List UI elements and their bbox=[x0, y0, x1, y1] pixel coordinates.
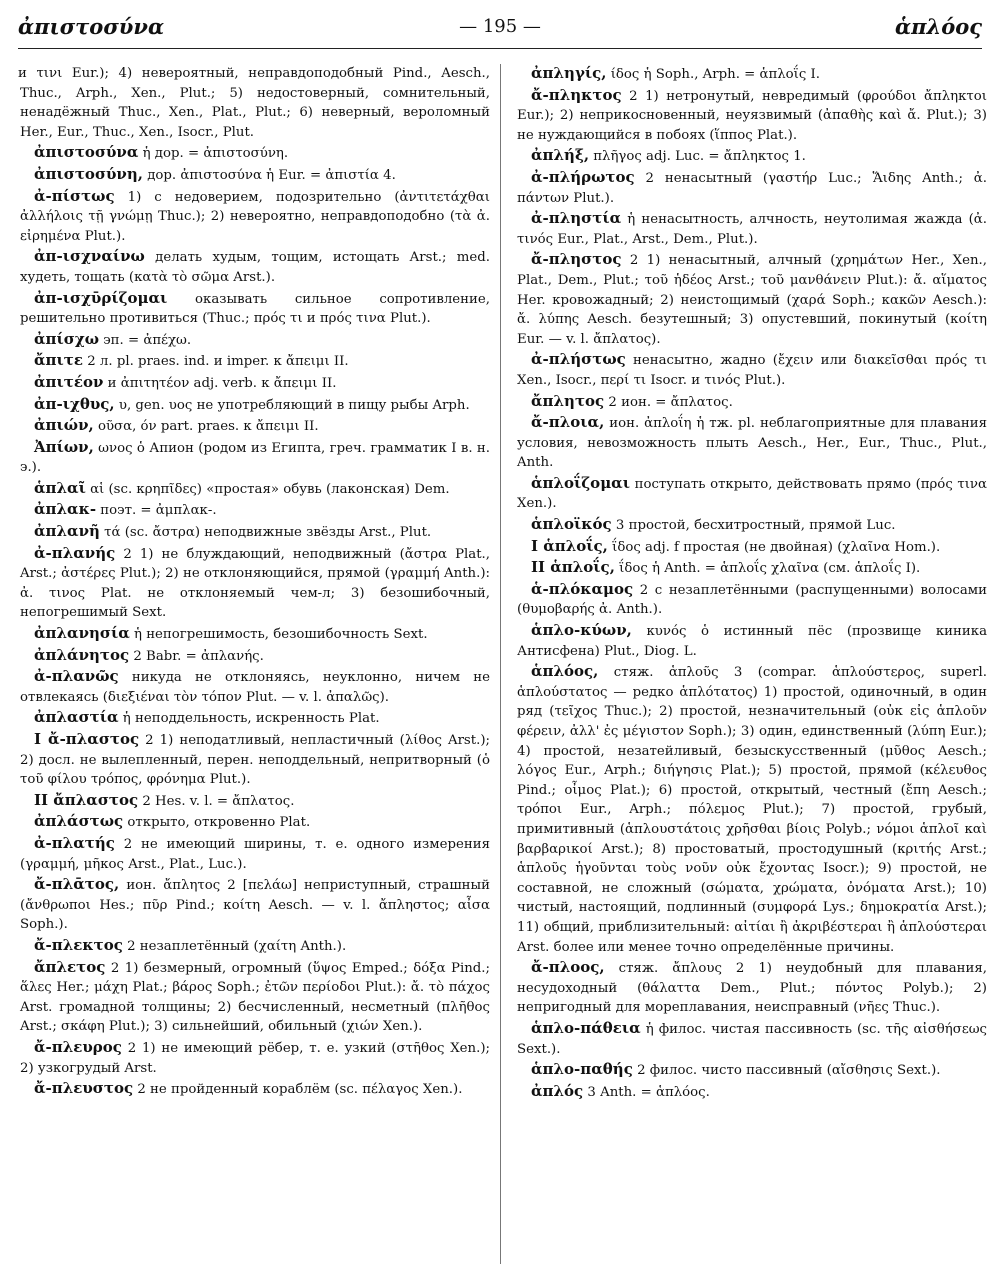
dictionary-entry bbox=[20, 812, 490, 833]
dictionary-entry bbox=[20, 875, 490, 935]
dictionary-entry bbox=[20, 667, 490, 707]
entry-definition: ἡ дор. = ἀπιστοσύνη. bbox=[142, 146, 289, 162]
entry-definition: ΐδος ἡ Anth. = ἁπλοΐς χλαῖνα (см. ἁπλοΐς I). bbox=[619, 561, 921, 577]
dictionary-entry bbox=[517, 1060, 987, 1081]
entry-headword: ἀπλανησία bbox=[34, 624, 130, 643]
entry-headword: ἀπίσχω bbox=[34, 329, 99, 348]
entry-definition: дор. ἀπιστοσύνα ἡ Eur. = ἀπιστία 4. bbox=[147, 167, 396, 183]
right-column bbox=[517, 64, 987, 1103]
entry-definition: 2 ион. = ἄπλατος. bbox=[608, 394, 733, 410]
entry-headword: ἁπλοΐζομαι bbox=[531, 473, 630, 492]
dictionary-entry bbox=[517, 146, 987, 167]
dictionary-entry bbox=[20, 165, 490, 186]
entry-headword: ἀ-πίστως bbox=[34, 186, 115, 205]
entry-headword: ἁπλο-πάθεια bbox=[531, 1018, 641, 1037]
dictionary-entry bbox=[517, 64, 987, 85]
page-number: — 195 — bbox=[459, 16, 541, 37]
column-divider bbox=[500, 64, 501, 1264]
dictionary-entry bbox=[20, 834, 490, 874]
dictionary-entry bbox=[20, 708, 490, 729]
entry-definition: открыто, откровенно Plat. bbox=[127, 815, 311, 831]
entry-headword: ἀ-πλατής bbox=[34, 833, 115, 852]
entry-definition: 3 Anth. = ἁπλόος. bbox=[587, 1084, 710, 1100]
entry-headword: ἀπλακ- bbox=[34, 500, 97, 519]
entry-headword: ἀ-πλανής bbox=[34, 543, 116, 562]
entry-headword: ἀπιστοσύνα bbox=[34, 143, 139, 162]
dictionary-entry bbox=[517, 958, 987, 1018]
entry-definition: ἡ неподдельность, искренность Plat. bbox=[122, 711, 380, 727]
entry-definition: 2 не имеющий ширины, т. е. одного измерения (γραμμή, μῆκος Arst., Plat., Luc.). bbox=[20, 836, 490, 872]
entry-definition: 2 с незаплетёнными (распущенными) волосами (θυμοβαρής ἀ. Anth.). bbox=[517, 582, 987, 618]
entry-headword: ἄ-πληστος bbox=[531, 250, 622, 269]
entry-definition: ион. ἄπλητος 2 [πελάω] неприступный, страшный (ἄνθρωποι Hes.; πῦρ Pind.; κοίτη Aesch. — v. l. ἄπληστος; αἶσα Soph.). bbox=[20, 878, 490, 933]
header-right-word: ἁπλόος bbox=[894, 14, 982, 39]
entry-definition: τά (sc. ἄστρα) неподвижные звёзды Arst., Plut. bbox=[104, 525, 432, 541]
entry-headword: ἀπ-ιχθυς, bbox=[34, 394, 115, 413]
entry-definition: 2 Hes. v. l. = ἄπλατος. bbox=[142, 793, 295, 809]
left-column bbox=[20, 64, 490, 1101]
entry-headword: ἀπλαστία bbox=[34, 708, 119, 727]
entry-headword: I ἄ-πλαστος bbox=[34, 730, 140, 748]
entry-definition: 2 1) не имеющий рёбер, т. е. узкий (στῆθος Xen.); 2) узкогрудый Arst. bbox=[20, 1040, 490, 1076]
entry-headword: ἄπλετος bbox=[34, 957, 106, 976]
dictionary-entry bbox=[20, 958, 490, 1037]
entry-headword: ἀπ-ισχῡρίζομαι bbox=[34, 288, 168, 307]
entry-definition: 2 1) неподатливый, непластичный (λίθος Arst.); 2) досл. не вылепленный, перен. неподдельный, непритворный (ὁ τοῦ φίλου τρόπος, φρόνημα Plut.). bbox=[20, 733, 490, 788]
entry-headword: ἀ-πληστία bbox=[531, 209, 622, 228]
entry-headword: ἀπλανῆ bbox=[34, 522, 100, 541]
entry-definition: стяж. ἁπλοῦς 3 (compar. ἁπλούστερος, superl. ἁπλούστατος — редко ἁπλότατος) 1) простой, одиночный, в один ряд (τεῖχος Thuc.); 2) простой, незначительный (οὐκ εἰς ἁπλοῦν φέρειν, ἀλλ' ἐς μέγιστον Soph.); 3) один, единственный (λύπη Eur.); 4) простой, незатейливый, безыскусственный (μῦθος Aesch.; λόγος Eur., Arph.; διήγησις Plat.); 5) простой, прямой (κέλευθος Pind.; οἶμος Plat.); 6) простой, открытый, честный (ἔπη Aesch.; τρόποι Eur., Arph.; πόλεμος Plut.); 7) простой, грубый, примитивный (ἁπλουστάτοις χρῆσθαι βίοις Polyb.; νόμοι ἁπλοῖ καὶ βαρβαρικοί Arst.); 8) простоватый, простодушный (κριτής Arst.; ἁπλοῦς ἡγοῦνται τοὺς νοῦν οὐκ ἔχοντας Isocr.); 9) простой, не составной, не сложный (σώματα, χρώματα, ὀνόματα Arst.); 10) чистый, настоящий, подлинный (συμφορά Lys.; δημοκρατία Arst.); 11) общий, приблизительный: αἰτίαι ἢ ἀκριβέστεραι ἢ ἁπλούστεραι Arst. более или менее точно определённые причины. bbox=[517, 665, 987, 955]
entry-headword: ἁπλαῖ bbox=[34, 478, 86, 497]
entry-headword: II ἁπλοΐς, bbox=[531, 558, 615, 577]
entry-headword: ἄ-πληκτος bbox=[531, 85, 622, 104]
entry-headword: ἄ-πλᾱτος, bbox=[34, 875, 120, 894]
entry-definition: и τινι Eur.); 4) невероятный, неправдоподобный Pind., Aesch., Thuc., Arph., Xen., Plut.; 5) недостоверный, сомнительный, ненадёжный Thuc., Xen., Plat., Plut.; 6) неверный, вероломный Her., Eur., Thuc., Xen., Isocr., Plut. bbox=[18, 66, 490, 140]
entry-definition: 2 не пройденный кораблём (sc. πέλαγος Xen.). bbox=[137, 1082, 463, 1098]
dictionary-entry bbox=[20, 624, 490, 645]
entry-definition: κυνός ὁ истинный пёс (прозвище киника Антисфена) Plut., Diog. L. bbox=[517, 624, 987, 659]
entry-headword: II ἄπλαστος bbox=[34, 790, 139, 809]
dictionary-entry bbox=[20, 1079, 490, 1100]
entry-definition: 2 1) не блуждающий, неподвижный (ἄστρα Plat., Arst.; ἀστέρες Plut.); 2) не отклоняющийся, прямой (γραμμή Anth.): ἀ. τινος Plat. не отклоняемый чем-л; 3) безошибочный, непогрешимый Sext. bbox=[20, 546, 490, 621]
entry-definition: ион. ἀπλοΐη ἡ тж. pl. неблагоприятные для плавания условия, невозможность плыть Aesch., Her., Eur., Thuc., Plut., Anth. bbox=[517, 416, 987, 471]
dictionary-entry bbox=[20, 395, 490, 416]
page-header bbox=[18, 14, 982, 44]
dictionary-entry bbox=[517, 1019, 987, 1059]
entry-headword: ἄ-πλευρος bbox=[34, 1037, 122, 1056]
entry-headword: ἀπλός bbox=[531, 1081, 584, 1100]
dictionary-entry bbox=[517, 209, 987, 249]
header-rule bbox=[18, 48, 982, 49]
entry-definition: 2 1) ненасытный, алчный (χρημάτων Her., Xen., Plat., Dem., Plut.; τοῦ ἡδέος Arst.; τοῦ μανθάνειν Plut.): ἄ. αἵματος Her. кровожадный; 2) неистощимый (χαρά Soph.; κακῶν Aesch.): ἄ. λύπης Aesch. безутешный; 3) опустевший, покинутый (κοίτη Eur. — v. l. ἄπλατος). bbox=[517, 253, 987, 347]
dictionary-entry bbox=[517, 474, 987, 514]
entry-headword: ἀ-πλήστως bbox=[531, 350, 626, 369]
dictionary-entry bbox=[517, 662, 987, 957]
entry-definition: ненасытно, жадно (ἔχειν или διακεῖσθαι πρός τι Xen., Isocr., περί τι Isocr. и τινός Plut.). bbox=[517, 353, 987, 388]
dictionary-entry bbox=[20, 64, 490, 142]
dictionary-entry bbox=[517, 168, 987, 208]
entry-definition: πλῆγος adj. Luc. = ἄπληκτος 1. bbox=[593, 149, 806, 165]
dictionary-entry bbox=[20, 416, 490, 437]
dictionary-entry bbox=[20, 289, 490, 329]
entry-definition: ωνος ὁ Апион (родом из Египта, греч. грамматик I в. н. э.). bbox=[20, 440, 490, 476]
dictionary-entry bbox=[20, 500, 490, 521]
entry-definition: ἡ филос. чистая пассивность (sc. τῆς αἰσθήσεως Sext.). bbox=[517, 1021, 988, 1057]
entry-definition: υ, gen. υος не употребляющий в пищу рыбы Arph. bbox=[118, 397, 470, 413]
dictionary-entry bbox=[20, 730, 490, 790]
dictionary-entry bbox=[20, 351, 490, 372]
header-left-word: ἀπιστοσύνα bbox=[18, 14, 165, 39]
entry-headword: ἀπιστοσύνη, bbox=[34, 164, 143, 183]
entry-definition: 2 незаплетённый (χαίτη Anth.). bbox=[127, 938, 347, 954]
entry-headword: ἄ-πλοια, bbox=[531, 413, 605, 432]
entry-headword: ἀ-πλήρωτος bbox=[531, 167, 635, 186]
entry-headword: ἀπ-ισχναίνω bbox=[34, 247, 145, 266]
dictionary-entry bbox=[517, 621, 987, 661]
entry-definition: никуда не отклоняясь, неуклонно, ничем не отвлекаясь (διεξιέναι τὸν τόπον Plut. — v. l. ἀπαλῶς). bbox=[20, 670, 491, 705]
entry-definition: οῦσα, όν part. praes. к ἄπειμι II. bbox=[97, 419, 319, 435]
dictionary-entry bbox=[517, 537, 987, 558]
entry-definition: поступать открыто, действовать прямо (πρός τινα Xen.). bbox=[517, 476, 987, 512]
dictionary-entry bbox=[20, 143, 490, 164]
entry-definition: αἱ (sc. κρηπῖδες) «простая» обувь (лаконская) Dem. bbox=[90, 481, 450, 497]
dictionary-entry bbox=[517, 580, 987, 620]
dictionary-entry bbox=[517, 413, 987, 473]
dictionary-entry bbox=[20, 373, 490, 394]
dictionary-entry bbox=[20, 1038, 490, 1078]
entry-definition: 1) с недоверием, подозрительно (ἀντιτετάχθαι ἀλλήλοις τῇ γνώμῃ Thuc.); 2) невероятно, неправдоподобно (τὰ ἀ. εἰρημένα Plut.). bbox=[20, 189, 490, 244]
dictionary-entry bbox=[20, 479, 490, 500]
entry-headword: ἀπιτέον bbox=[34, 372, 104, 391]
entry-definition: стяж. ἄπλους 2 1) неудобный для плавания, несудоходный (θάλαττα Dem., Plut.; πόντος Polyb.); 2) непригодный для мореплавания, неисправный (νῆες Thuc.). bbox=[517, 961, 987, 1016]
entry-definition: 2 1) безмерный, огромный (ὕψος Emped.; δόξα Pind.; ἅλες Her.; μάχη Plat.; βάρος Soph.; ἐτῶν περίοδοι Plut.): ἄ. τὸ πάχος Arst. громадной толщины; 2) бесчисленный, несметный (πλῆθος Arst.; σκάφη Plut.); 3) сильнейший, обильный (χιών Xen.). bbox=[20, 960, 490, 1035]
entry-headword: ἀπληγίς, bbox=[531, 64, 607, 82]
entry-headword: I ἁπλοΐς, bbox=[531, 536, 608, 555]
entry-definition: ίδος ἡ Soph., Arph. = ἁπλοΐς I. bbox=[610, 67, 821, 82]
entry-headword: ἄπλητος bbox=[531, 391, 605, 410]
entry-headword: ἁ-πλόκαμος bbox=[531, 579, 634, 598]
entry-definition: 2 филос. чисто пассивный (αἴσθησις Sext.). bbox=[637, 1063, 941, 1079]
entry-definition: делать худым, тощим, истощать Arst.; med. худеть, тощать (κατὰ τὸ σῶμα Arst.). bbox=[20, 250, 490, 285]
entry-headword: ἁπλόος, bbox=[531, 662, 599, 681]
entry-definition: поэт. = ἀμπλακ-. bbox=[100, 503, 217, 519]
entry-headword: ἄ-πλοος, bbox=[531, 958, 605, 977]
dictionary-entry bbox=[517, 250, 987, 349]
entry-headword: ἁπλοϊκός bbox=[531, 515, 612, 534]
entry-headword: ἀπλάνητος bbox=[34, 645, 130, 664]
entry-headword: ἀπιών, bbox=[34, 416, 94, 435]
entry-headword: Ἀπίων, bbox=[34, 437, 94, 456]
dictionary-entry bbox=[517, 350, 987, 390]
dictionary-entry bbox=[517, 86, 987, 146]
entry-definition: 2 л. pl. praes. ind. и imper. к ἄπειμι II. bbox=[87, 354, 349, 370]
entry-definition: 2 Babr. = ἀπλανής. bbox=[133, 648, 264, 664]
entry-headword: ἀπλήξ, bbox=[531, 146, 590, 165]
entry-definition: и ἀπιτητέον adj. verb. к ἄπειμι II. bbox=[107, 375, 337, 391]
entry-definition: оказывать сильное сопротивление, решительно противиться (Thuc.; πρός τι и πρός τινα Plut.). bbox=[20, 291, 490, 327]
dictionary-entry bbox=[517, 515, 987, 536]
entry-definition: ΐδος adj. f простая (не двойная) (χλαῖνα Hom.). bbox=[612, 539, 941, 555]
dictionary-entry bbox=[20, 330, 490, 351]
dictionary-entry bbox=[20, 646, 490, 667]
dictionary-entry bbox=[20, 187, 490, 247]
entry-definition: 2 ненасытный (γαστήρ Luc.; Ἅιδης Anth.; ἀ. πάντων Plut.). bbox=[517, 170, 987, 206]
dictionary-entry bbox=[20, 522, 490, 543]
entry-definition: эп. = ἀπέχω. bbox=[103, 332, 192, 348]
entry-headword: ἀ-πλανῶς bbox=[34, 667, 119, 686]
dictionary-entry bbox=[517, 558, 987, 579]
entry-definition: 2 1) нетронутый, невредимый (φρούδοι ἄπληκτοι Eur.); 2) неприкосновенный, неуязвимый (ἀπαθὴς καὶ ἄ. Plut.); 3) не нуждающийся в побоях (ἵππος Plat.). bbox=[517, 88, 987, 143]
entry-headword: ἄπιτε bbox=[34, 351, 83, 370]
dictionary-entry bbox=[20, 438, 490, 478]
entry-definition: 3 простой, бесхитростный, прямой Luc. bbox=[615, 518, 896, 534]
entry-headword: ἁπλο-παθής bbox=[531, 1060, 633, 1079]
entry-definition: ἡ ненасытность, алчность, неутолимая жажда (ἀ. τινός Eur., Plat., Arst., Dem., Plut.). bbox=[517, 212, 988, 247]
entry-headword: ἄ-πλευστος bbox=[34, 1079, 134, 1098]
dictionary-entry bbox=[517, 1082, 987, 1103]
entry-headword: ἄ-πλεκτος bbox=[34, 935, 123, 954]
dictionary-entry bbox=[20, 544, 490, 623]
dictionary-entry bbox=[20, 791, 490, 812]
dictionary-entry bbox=[20, 247, 490, 287]
dictionary-entry bbox=[517, 392, 987, 413]
dictionary-entry bbox=[20, 936, 490, 957]
entry-headword: ἀπλάστως bbox=[34, 812, 124, 831]
entry-headword: ἁπλο-κύων, bbox=[531, 621, 632, 640]
entry-definition: ἡ непогрешимость, безошибочность Sext. bbox=[134, 627, 428, 643]
